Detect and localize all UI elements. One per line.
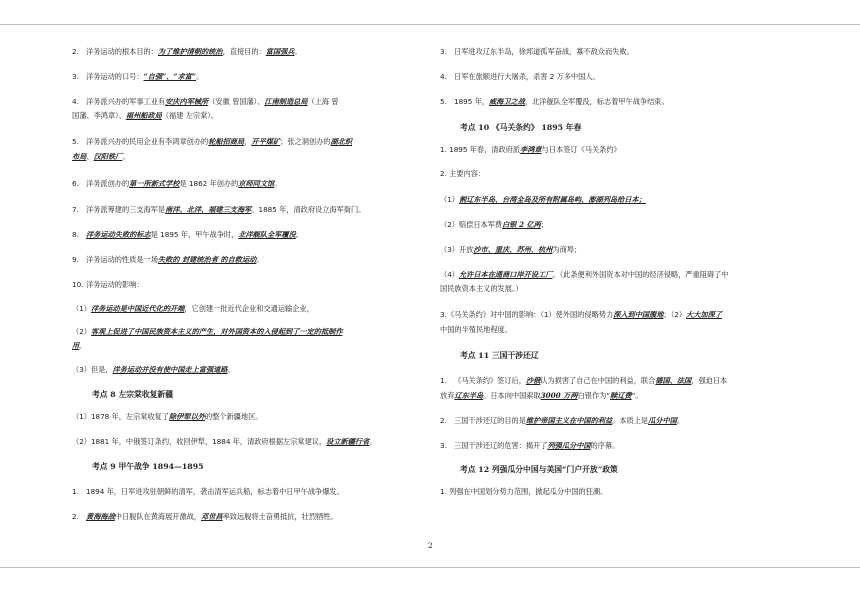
bottom-border-line (0, 567, 860, 568)
item-7-navies: 7. 洋务派筹建的三支海军是南洋、北洋、福建三支海军。1885 年，清政府设立海军衙门。 (72, 205, 366, 214)
item-10-sub-2: （2）客观上促进了中国民族资本主义的产生，对外国资本的入侵起到了一定的抵制作 (72, 327, 343, 336)
section-heading-10: 考点 10 《马关条约》 1895 年春 (460, 123, 582, 132)
item-10-sub-3: （3）但是，洋务运动并没有使中国走上富强道路。 (72, 365, 235, 374)
item-5-continued: 布局、汉阳铁厂。 (72, 152, 130, 161)
treaty-clause-1: （1）割辽东半岛、台湾全岛及所有附属岛屿、澎湖列岛给日本； (440, 195, 646, 204)
kaodian-10-item-3-continued: 中国的半殖民地程度。 (440, 325, 512, 334)
item-10-sub-1: （1）洋务运动是中国近代化的开端，它创建一批近代企业和交通运输企业， (72, 304, 314, 313)
treaty-clause-2: （2）赔偿日本军费白银 2 亿两； (440, 220, 549, 229)
item-4-continued: 国藩、李鸿章）、福州船政局（福建 左宗棠）。 (72, 111, 219, 120)
treaty-clause-4-continued: 国民族资本主义的发展。） (440, 284, 523, 293)
top-border-line (0, 24, 860, 25)
kaodian-10-item-1: 1. 1895 年春，清政府派李鸿章与日本签订《马关条约》 (440, 145, 621, 154)
item-4-lushun: 4. 日军在旅顺进行大屠杀，杀害 2 万多中国人。 (440, 72, 600, 81)
section-heading-11: 考点 11 三国干涉还辽 (460, 351, 539, 360)
section-heading-9: 考点 9 甲午战争 1894—1895 (92, 462, 204, 471)
treaty-clause-4: （4）允许日本在通商口岸开设工厂。（此条便利外国资本对中国的经济侵略，严重阻碍了中 (440, 270, 729, 279)
kaodian-9-item-2: 2. 黄海海战中日舰队在黄海展开激战，邓世昌率致远舰将士奋勇抵抗，壮烈牺牲。 (72, 512, 338, 521)
kaodian-10-item-2: 2. 主要内容： (440, 169, 486, 178)
kaodian-8-item-1: （1）1878 年，左宗棠收复了除伊犁以外的整个新疆地区。 (72, 412, 263, 421)
kaodian-10-item-3: 3.《马关条约》对中国的影响：（1）使外国的侵略势力深入到中国腹地；（2）大大加深了 (440, 310, 722, 319)
item-6-first-school: 6. 洋务派创办的第一所新式学校是 1862 年创办的京师同文馆。 (72, 179, 282, 188)
section-heading-8: 考点 8 左宗棠收复新疆 (92, 390, 174, 399)
item-2-purpose: 2. 洋务运动的根本目的：为了维护清朝的统治，直接目的：富国强兵。 (72, 47, 302, 56)
item-10-sub-2-continued: 用。 (72, 341, 87, 350)
item-3-liaodong: 3. 日军进攻辽东半岛，徐邦道孤军奋战，寡不敌众而失败。 (440, 47, 634, 56)
kaodian-11-item-1: 1. 《马关条约》签订后，沙俄认为损害了自己在中国的利益，联合德国、法国，强迫日本 (440, 376, 728, 385)
kaodian-11-item-1-continued: 放弃辽东半岛。日本向中国索取3000 万两白银作为“赎辽费”。 (440, 391, 643, 400)
item-8-failure-sign: 8. 洋务运动失败的标志是 1895 年，甲午战争时，北洋舰队全军覆没。 (72, 230, 303, 239)
section-heading-12: 考点 12 列强瓜分中国与美国“门户开放”政策 (460, 465, 618, 474)
item-4-military-industry: 4. 洋务派兴办的军事工业有安庆内军械所（安徽 曾国藩）、江南制造总局（上海 曾 (72, 97, 339, 106)
item-3-slogan: 3. 洋务运动的口号：“自强”、“求富”。 (72, 72, 204, 81)
kaodian-11-item-3: 3. 三国干涉还辽的危害：揭开了列强瓜分中国的序幕。 (440, 441, 620, 450)
kaodian-12-item-1: 1. 列强在中国划分势力范围，掀起瓜分中国的狂潮。 (440, 487, 608, 496)
treaty-clause-3: （3）开放沙市、重庆、苏州、杭州为商埠； (440, 245, 582, 254)
item-5-civil-enterprises: 5. 洋务派兴办的民用企业有李鸿章创办的轮船招商局，开平煤矿；张之洞创办的湖北织 (72, 137, 353, 146)
item-5-weihaiwei: 5. 1895 年，威海卫之战，北洋舰队全军覆没，标志着甲午战争结束。 (440, 97, 669, 106)
kaodian-11-item-2: 2. 三国干涉还辽的目的是维护帝国主义在中国的利益。本质上是瓜分中国。 (440, 416, 685, 425)
item-9-nature: 9. 洋务运动的性质是一场失败的 封建统治者 的自救运动。 (72, 255, 264, 264)
kaodian-9-item-1: 1. 1894 年，日军进攻驻朝鲜的清军，袭击清军运兵船，标志着中日甲午战争爆发。 (72, 487, 344, 496)
item-10-influence: 10. 洋务运动的影响： (72, 280, 144, 289)
page-number: 2 (428, 541, 433, 550)
kaodian-8-item-2: （2）1881 年，中俄签订条约，收回伊犁，1884 年，清政府根据左宗棠建议，设立新疆行省。 (72, 437, 377, 446)
